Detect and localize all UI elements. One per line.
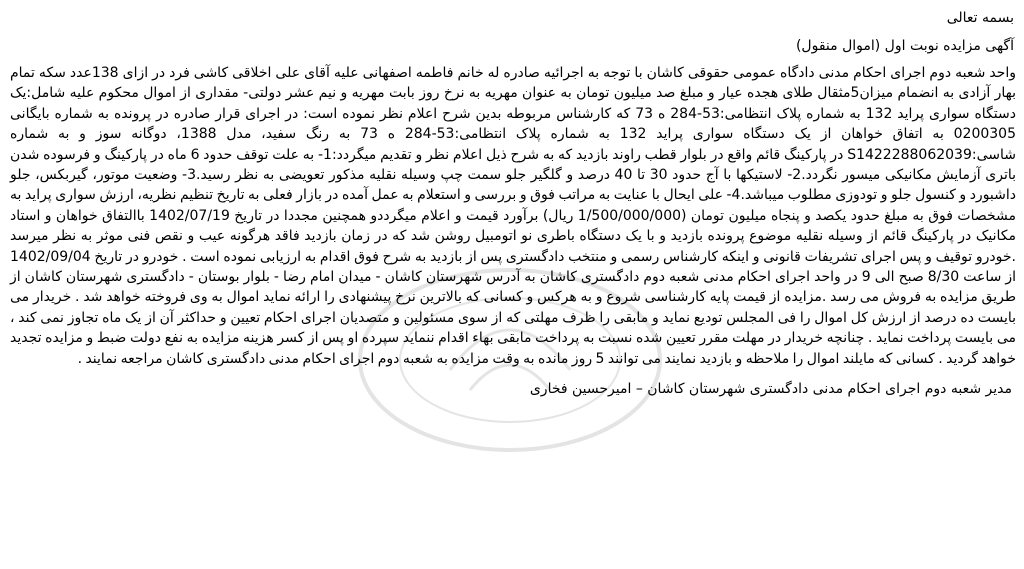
notice-document bbox=[10, 8, 1016, 413]
signature-line: مدیر شعبه دوم اجرای احکام مدنی دادگستری شهرستان کاشان – امیرحسین فخاری bbox=[529, 381, 1012, 398]
notice-title: آگهی مزایده نوبت اول (اموال منقول) bbox=[795, 38, 1014, 54]
notice-body: واحد شعبه دوم اجرای احکام مدنی دادگاه عمومی حقوقی کاشان با توجه به اجرائیه صادره له خانم فاطمه اصفهانی علیه آقای علی اخلاقی کاشی فرد در ازای 138عدد سکه تمام بهار آزادی به انضمام میزان5مثقال طلای هجده عیار و مبلغ صد میلیون تومان به عنوان مهریه به نرخ روز بابت مهریه و نیم عشر دولتی- مقداری از اموال محکوم علیه شامل:یک دستگاه سواری پراید 132 به شماره پلاک انتظامی:53-284 ه 73 که کارشناس مربوطه بدین شرح اعلام نظر نموده است: در اجرای قرار صادره در پرونده به شماره بایگانی 0200305 به اتفاق خواهان از یک دستگاه سواری پراید 132 به شماره پلاک انتظامی:53-284 ه 73 به رنگ سفید، مدل 1388، دوگانه سوز و به شماره شاسی:S1422288062039 در پارکینگ قائم واقع در بلوار قطب راوند بازدید که به شرح ذیل اعلام نظر و تقدیم میگردد:1- به علت توقف حدود 6 ماه در پارکینگ و فرسوده شدن باتری آزمایش مکانیکی میسور نگردد.2- لاستیکها با آج حدود 30 تا 40 درصد و گلگیر جلو سمت چپ وسیله نقلیه مذکور تعویضی به نظر رسید.3- وضعیت موتور، گیربکس، جلو داشبورد و کنسول جلو و تودوزی مطلوب میباشد.4- علی ایحال با عنایت به مراتب فوق و بررسی و استعلام به عمل آمده در بازار فعلی به تاریخ تنظیم نظریه، ارزش سواری پراید به مشخصات فوق به مبلغ حدود یکصد و پنجاه میلیون تومان (1/500/000/000 ریال) برآورد قیمت و اعلام میگرددو همچنین مجددا در تاریخ 1402/07/19 باالتفاق خواهان و استاد مکانیک در پارکینگ قائم از وسیله نقلیه موضوع پرونده بازدید و با یک دستگاه باطری نو اتومبیل روشن شد که در زمان بازدید فاقد هرگونه عیب و نقص فنی موثر به نظر میرسد .خودرو توقیف و پس اجرای تشریفات قانونی و اینکه کارشناس رسمی و منتخب دادگستری پس از بازدید به شرح فوق اقدام به ارزیابی نموده است . خودرو در تاریخ 1402/09/04 از ساعت 8/30 صبح الی 9 در واحد اجرای احکام مدنی شعبه دوم دادگستری کاشان به آدرس شهرستان کاشان - میدان امام رضا - بلوار بوستان - دادگستری شهرستان کاشان از طریق مزایده به فروش می رسد .مزایده از قیمت پایه کارشناسی شروع و به هرکس و کسانی که بالاترین نرخ پیشنهادی را ارائه نماید اموال به وی فروخته خواهد شد . خریدار می بایست ده درصد از ارزش کل اموال را فی المجلس تودیع نماید و مابقی را ظرف مهلتی که از سوی مسئولین و متصدیان اجرای احکام تعیین و حداکثر آن از یک ماه تجاوز نمی کند ، می بایست پرداخت نماید . چنانچه خریدار در مهلت مقرر تعیین شده نسبت به پرداخت مابقی بهاء اقدام ننماید سپرده او پس از کسر هزینه مزایده به نفع دولت ضبط و مزایده تجدید خواهد گردید . کسانی که مایلند اموال را ملاحظه و بازدید نمایند می توانند 5 روز مانده به وقت مزایده به شعبه دوم اجرای احکام مدنی دادگستری کاشان مراجعه نمایند . bbox=[10, 65, 1017, 367]
salutation: بسمه تعالی bbox=[946, 10, 1014, 26]
